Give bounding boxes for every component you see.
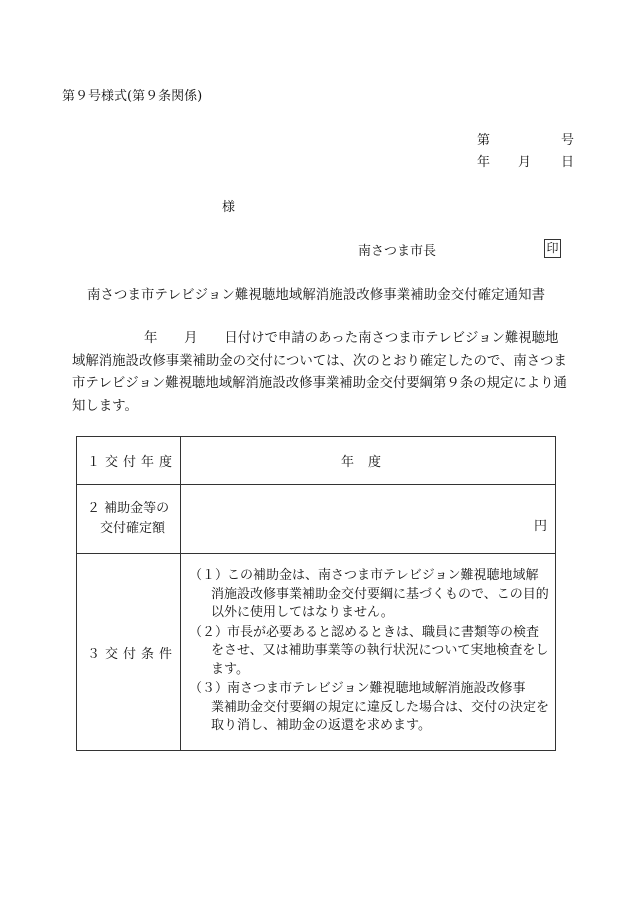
subsidy-table xyxy=(76,436,556,751)
condition-item xyxy=(189,567,549,623)
amount-label-line2: 交付確定額 xyxy=(100,521,166,536)
body-line: 知します。 xyxy=(72,398,138,414)
amount-label-line1: ２ 補助金等の xyxy=(87,501,170,516)
notice-body xyxy=(72,328,581,418)
amount-value-cell xyxy=(180,485,555,554)
seal-box: 印 xyxy=(544,239,561,258)
date-year: 年 xyxy=(477,155,491,170)
condition-line: この補助金は、南さつま市テレビジョン難視聴地域解 xyxy=(226,568,539,584)
label-cell xyxy=(77,485,181,554)
condition-number: （２） xyxy=(188,624,228,640)
fiscal-year-label: １交付年度 xyxy=(87,455,178,470)
condition-line: ます。 xyxy=(210,661,249,677)
date-day: 日 xyxy=(561,155,575,170)
label-cell xyxy=(77,437,181,485)
condition-item xyxy=(189,680,549,736)
sender-name: 南さつま市長 xyxy=(358,244,437,259)
condition-line: をさせ、又は補助事業等の執行状況について実地検査をし xyxy=(210,643,549,659)
table-row-conditions xyxy=(77,554,556,751)
amount-label xyxy=(77,499,180,539)
conditions-cell xyxy=(180,554,555,751)
condition-item xyxy=(189,624,549,680)
table-row-amount xyxy=(77,485,556,554)
amount-unit: 円 xyxy=(533,518,547,534)
date-month: 月 xyxy=(518,155,532,170)
body-line: 域解消施設改修事業補助金の交付については、次のとおり確定したので、南さつま xyxy=(72,353,567,369)
label-cell xyxy=(77,554,181,751)
fiscal-year-value-cell xyxy=(180,437,555,485)
document-number-suffix: 号 xyxy=(561,133,575,148)
condition-line: 市長が必要あると認めるときは、職員に書類等の検査 xyxy=(226,624,539,640)
addressee-honorific: 様 xyxy=(222,200,236,215)
document-title: 南さつま市テレビジョン難視聴地域解消施設改修事業補助金交付確定通知書 xyxy=(87,288,546,303)
condition-line: 南さつま市テレビジョン難視聴地域解消施設改修事 xyxy=(226,681,526,697)
document-number-prefix: 第 xyxy=(477,133,491,148)
condition-line: 業補助金交付要綱の規定に違反した場合は、交付の決定を xyxy=(210,699,549,715)
table-row-fiscal-year xyxy=(77,437,556,485)
condition-line: 以外に使用してはなりません。 xyxy=(210,605,394,621)
body-line: 市テレビジョン難視聴地域解消施設改修事業補助金交付要綱第９条の規定により通 xyxy=(72,376,567,391)
fiscal-year-value: 年度 xyxy=(340,455,395,470)
form-number: 第９号様式(第９条関係) xyxy=(62,89,203,104)
condition-number: （１） xyxy=(188,568,228,584)
body-line: 年 月 日付けで申請のあった南さつま市テレビジョン難視聴地 xyxy=(144,331,559,346)
conditions-label: ３交付条件 xyxy=(87,646,178,662)
condition-number: （３） xyxy=(188,681,228,697)
condition-line: 取り消し、補助金の返還を求めます。 xyxy=(210,718,431,734)
condition-line: 消施設改修事業補助金交付要綱に基づくもので、この目的 xyxy=(210,586,549,602)
